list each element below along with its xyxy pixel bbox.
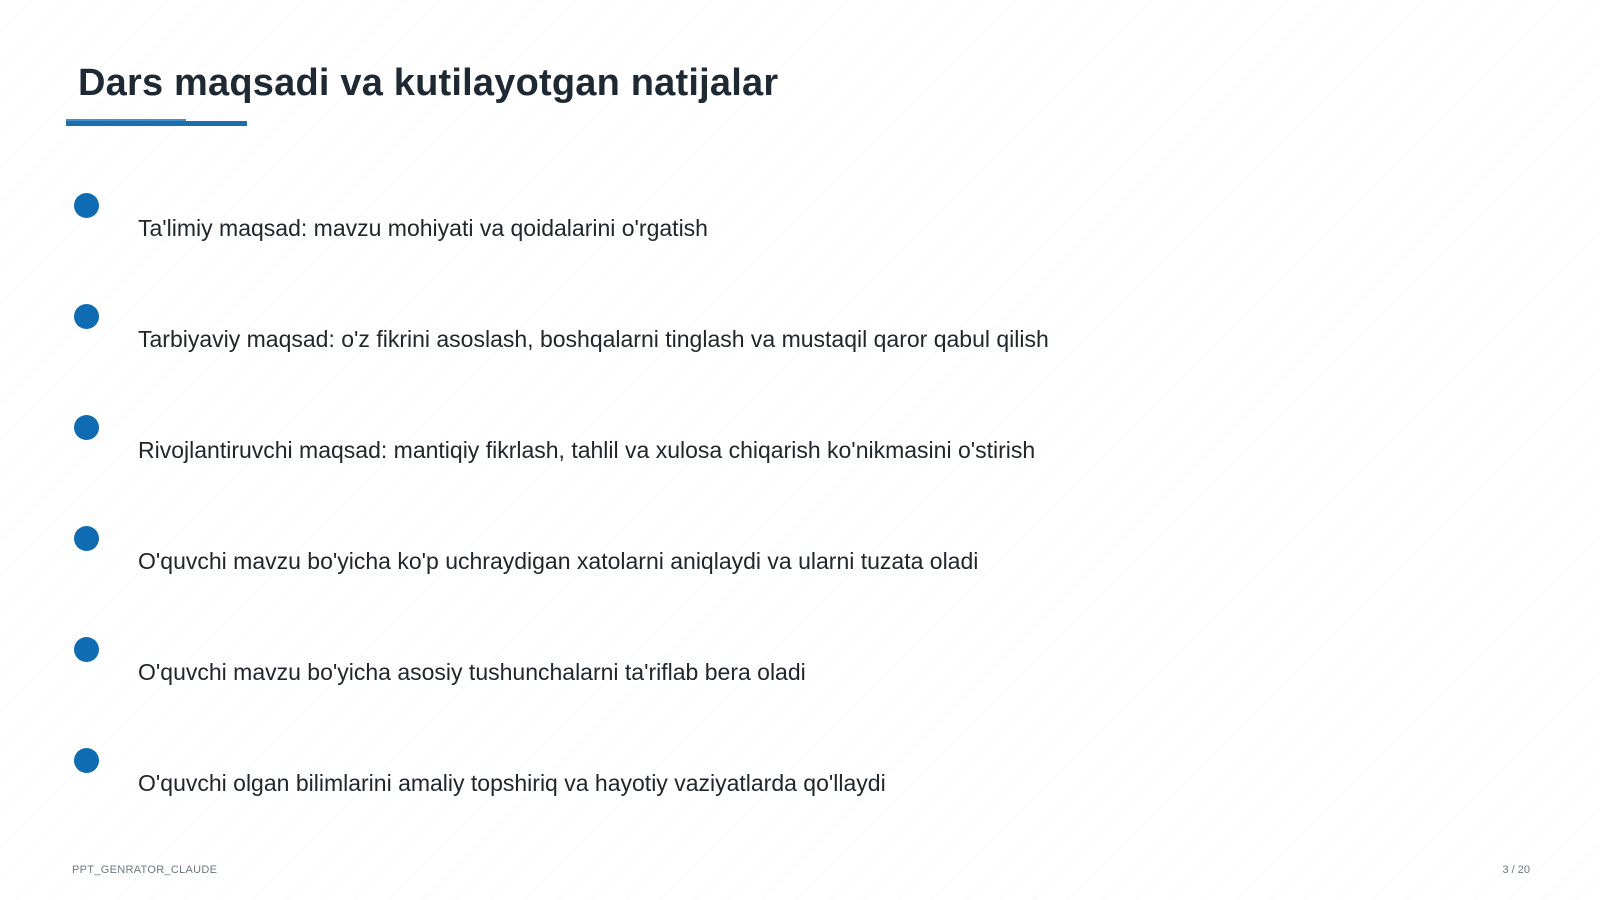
footer-generator-label: PPT_GENRATOR_CLAUDE bbox=[72, 864, 218, 876]
bullet-dot-icon bbox=[74, 193, 99, 218]
page-number: 3 / 20 bbox=[1502, 864, 1530, 876]
bullet-item bbox=[0, 637, 1300, 697]
bullet-text: O'quvchi olgan bilimlarini amaliy topshiriq va hayotiy vaziyatlarda qo'llaydi bbox=[138, 770, 886, 796]
bullet-dot-icon bbox=[74, 526, 99, 551]
bullet-text: Ta'limiy maqsad: mavzu mohiyati va qoidalarini o'rgatish bbox=[138, 215, 708, 241]
title-underline-accent bbox=[66, 119, 186, 121]
title-underline bbox=[66, 121, 247, 126]
bullet-item bbox=[0, 526, 1300, 586]
bullet-dot-icon bbox=[74, 637, 99, 662]
bullet-item bbox=[0, 304, 1300, 364]
bullet-text: O'quvchi mavzu bo'yicha asosiy tushunchalarni ta'riflab bera oladi bbox=[138, 659, 806, 685]
bullet-dot-icon bbox=[74, 748, 99, 773]
bullet-item bbox=[0, 193, 1300, 253]
bullet-item bbox=[0, 415, 1300, 475]
bullet-dot-icon bbox=[74, 304, 99, 329]
bullet-item bbox=[0, 748, 1300, 808]
bullet-text: O'quvchi mavzu bo'yicha ko'p uchraydigan xatolarni aniqlaydi va ularni tuzata oladi bbox=[138, 548, 979, 574]
slide-title: Dars maqsadi va kutilayotgan natijalar bbox=[78, 62, 779, 104]
bullet-dot-icon bbox=[74, 415, 99, 440]
bullet-text: Rivojlantiruvchi maqsad: mantiqiy fikrlash, tahlil va xulosa chiqarish ko'nikmasini o'stirish bbox=[138, 437, 1036, 463]
bullet-text: Tarbiyaviy maqsad: o'z fikrini asoslash, boshqalarni tinglash va mustaqil qaror qabul qilish bbox=[138, 326, 1049, 352]
